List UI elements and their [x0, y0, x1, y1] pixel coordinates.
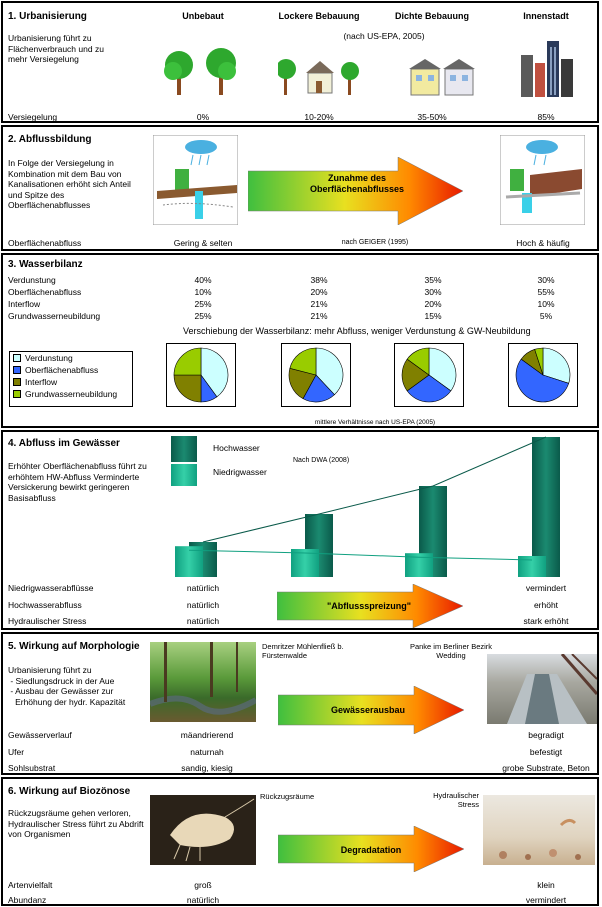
wb-value: 20% [424, 299, 442, 309]
wb-row-label-2: Interflow [8, 299, 41, 309]
section-biozoenose [1, 777, 599, 906]
section-2-title: 2. Abflussbildung [8, 134, 92, 145]
pie-frame [394, 343, 464, 407]
section-4-title: 4. Abfluss im Gewässer [8, 438, 120, 449]
section-4-source: Nach DWA (2008) [293, 457, 350, 464]
nw-trend-line [189, 550, 532, 560]
morph-left: sandig, kiesig [181, 763, 233, 773]
straightened-channel-photo [487, 654, 597, 724]
bio-row-label: Artenvielfalt [8, 880, 53, 890]
morph-left: naturnah [190, 747, 224, 757]
wb-value: 35% [424, 275, 442, 285]
section-5-title: 5. Wirkung auf Morphologie [8, 641, 140, 652]
morph-row-label: Ufer [8, 747, 25, 757]
wb-value: 40% [194, 275, 212, 285]
bio-right: klein [537, 880, 555, 890]
wb-value: 30% [424, 287, 442, 297]
row-right: stark erhöht [523, 616, 569, 626]
row-left: natürlich [186, 600, 220, 610]
row-right: erhöht [533, 600, 559, 610]
section-abfluss-gewaesser [1, 430, 599, 630]
section-6-title: 6. Wirkung auf Biozönose [8, 786, 131, 797]
gewaesserausbau-text: Gewässerausbau [330, 705, 406, 715]
section-1-desc: Urbanisierung führt zu Flächenverbrauch und zu mehr Versiegelung [8, 33, 104, 64]
legend-niedrigwasser: Niedrigwasser [213, 467, 267, 477]
oberflaechenabfluss-right: Hoch & häufig [516, 238, 570, 248]
wb-value: 25% [194, 311, 212, 321]
hw-trend-line [203, 437, 546, 542]
legend-item: Grundwasserneubildung [10, 388, 132, 400]
wb-value: 21% [310, 311, 328, 321]
refuge-caption: Rückzugsräume [260, 792, 315, 801]
wb-row-label-0: Verdunstung [8, 275, 56, 285]
section-2-source: nach GEIGER (1995) [341, 239, 409, 246]
pie-innenstadt [516, 348, 570, 402]
col-unbebaut: Unbebaut [182, 11, 224, 21]
wb-value: 21% [310, 299, 328, 309]
section-4-desc: Erhöhter Oberflächenabfluss führt zu erhöhtem HW-Abfluss Verminderte Versickerung bewirkt geringeren Basisabfluss [8, 461, 147, 503]
versiegelung-dicht: 35-50% [417, 112, 447, 122]
row-label-hw: Hochwasserabfluss [8, 600, 82, 610]
versiegelung-label: Versiegelung [8, 112, 58, 122]
amphipod-photo [150, 795, 256, 865]
legend-item: Verdunstung [10, 352, 132, 364]
dense-houses-illustration [407, 55, 479, 97]
runoff-natural-diagram [153, 135, 238, 225]
row-label-nw: Niedrigwasserabflüsse [8, 583, 94, 593]
pie-frame [508, 343, 578, 407]
abflussspreizung-text: "Abflussspreizung" [326, 601, 412, 611]
wb-value: 10% [537, 299, 555, 309]
section-3-source: mittlere Verhältnisse nach US-EPA (2005) [314, 419, 436, 426]
morph-right: befestigt [529, 747, 563, 757]
col-lockere-bebauung: Lockere Bebauung [278, 11, 360, 21]
wb-row-label-1: Oberflächenabfluss [8, 287, 82, 297]
section-abflussbildung [1, 125, 599, 251]
wb-value: 10% [194, 287, 212, 297]
morph-right: begradigt [528, 730, 564, 740]
pie-locker [289, 348, 343, 402]
trees-illustration [163, 45, 243, 97]
pie-frame [281, 343, 351, 407]
morph-row-label: Sohlsubstrat [8, 763, 56, 773]
degradation-text: Degradatation [340, 845, 402, 855]
wb-value: 20% [310, 287, 328, 297]
section-5-desc: Urbanisierung führt zu - Siedlungsdruck in der Aue - Ausbau der Gewässer zur Erhöhung der hydr. Kapazität [8, 665, 126, 707]
wb-value: 25% [194, 299, 212, 309]
col-innenstadt: Innenstadt [523, 11, 569, 21]
substrate-photo [483, 795, 595, 865]
channel-caption: Panke im Berliner Bezirk Wedding [409, 642, 493, 660]
section-wasserbilanz [1, 253, 599, 428]
bio-right: vermindert [525, 895, 567, 905]
section-morphologie [1, 632, 599, 775]
runoff-urban-diagram [500, 135, 585, 225]
loose-houses-illustration [278, 51, 363, 97]
versiegelung-locker: 10-20% [304, 112, 334, 122]
pie-frame [166, 343, 236, 407]
wb-value: 55% [537, 287, 555, 297]
wb-value: 38% [310, 275, 328, 285]
legend-item: Interflow [10, 376, 132, 388]
section-3-title: 3. Wasserbilanz [8, 259, 83, 270]
bio-left: groß [194, 880, 212, 890]
row-right: vermindert [525, 583, 567, 593]
wb-row-label-3: Grundwasserneubildung [8, 311, 101, 321]
oberflaechenabfluss-left: Gering & selten [173, 238, 233, 248]
stress-caption: Hydraulischer Stress [433, 791, 479, 809]
oberflaechenabfluss-label: Oberflächenabfluss [8, 238, 82, 248]
versiegelung-innenstadt: 85% [537, 112, 555, 122]
versiegelung-unbebaut: 0% [196, 112, 210, 122]
wb-legend [9, 351, 133, 407]
legend-hochwasser: Hochwasser [213, 443, 260, 453]
section-2-desc: In Folge der Versiegelung in Kombination mit dem Bau von Kanalisationen erhöht sich Anteil und Spitze des Oberflächenabflusses [8, 158, 131, 210]
row-label-stress: Hydraulischer Stress [8, 616, 87, 626]
col-dichte-bebauung: Dichte Bebauung [394, 11, 470, 21]
legend-item: Oberflächenabfluss [10, 364, 132, 376]
city-skyline-illustration [517, 39, 577, 99]
meandering-stream-photo [150, 642, 256, 722]
row-left: natürlich [186, 616, 220, 626]
bio-left: natürlich [186, 895, 220, 905]
morph-left: mäandrierend [180, 730, 234, 740]
flow-chart [163, 432, 573, 582]
wb-value: 30% [537, 275, 555, 285]
runoff-increase-text: Zunahme des Oberflächenabflusses [309, 173, 405, 194]
wb-value: 15% [424, 311, 442, 321]
nw-bar [518, 556, 546, 577]
morph-right: grobe Substrate, Beton [502, 763, 590, 773]
wb-value: 5% [539, 311, 553, 321]
section-1-title: 1. Urbanisierung [8, 11, 87, 22]
section-urbanisierung [1, 1, 599, 123]
section-6-desc: Rückzugsräume gehen verloren, Hydraulischer Stress führt zu Abdrift von Organismen [8, 808, 144, 839]
morph-row-label: Gewässerverlauf [8, 730, 72, 740]
bio-row-label: Abundanz [8, 895, 47, 905]
pie-dicht [402, 348, 456, 402]
section-1-source: (nach US-EPA, 2005) [343, 31, 425, 41]
pie-unbebaut [174, 348, 228, 402]
meandering-caption: Demritzer Mühlenfließ b. Fürstenwalde [262, 642, 344, 660]
row-left: natürlich [186, 583, 220, 593]
wb-shift-text: Verschiebung der Wasserbilanz: mehr Abfluss, weniger Verdunstung & GW-Neubildung [183, 326, 531, 336]
